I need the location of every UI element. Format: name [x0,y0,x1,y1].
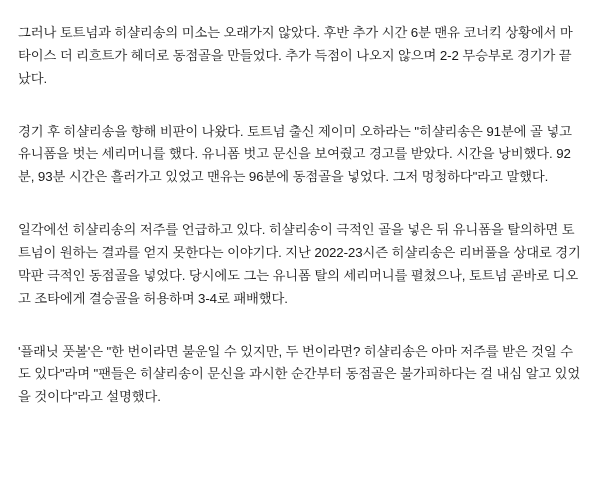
article-paragraph: 일각에선 히샬리송의 저주를 언급하고 있다. 히샬리송이 극적인 골을 넣은 뒤 유니폼을 탈의하면 토트넘이 원하는 결과를 얻지 못한다는 이야기다. 지난 2022-23시즌 히샬리송은 리버풀을 상대로 경기 막판 극적인 동점골을 넣었다. 당시에도 그는 유니폼 탈의 세리머니를 펼쳤으나, 토트넘 곧바로 디오고 조타에게 결승골을 허용하며 3-4로 패배했다. [18,222,581,306]
article-paragraph: 경기 후 히샬리송을 향해 비판이 나왔다. 토트넘 출신 제이미 오하라는 "히샬리송은 91분에 골 넣고 유니폼을 벗는 세리머니를 했다. 유니폼 벗고 문신을 보여줬고 경고를 받았다. 시간을 낭비했다. 92분, 93분 시간은 흘러가고 있었고 맨유는 96분에 동점골을 넣었다. 그저 멍청하다"라고 말했다. [18,123,572,185]
article-paragraph: '플래닛 풋볼'은 "한 번이라면 불운일 수 있지만, 두 번이라면? 히샬리송은 아마 저주를 받은 것일 수도 있다"라며 "팬들은 히샬리송이 문신을 과시한 순간부터 동점골은 불가피하다는 걸 내심 알고 있었을 것이다"라고 설명했다. [18,343,581,405]
article-paragraph: 그러나 토트넘과 히샬리송의 미소는 오래가지 않았다. 후반 추가 시간 6분 맨유 코너킥 상황에서 마타이스 더 리흐트가 헤더로 동점골을 만들었다. 추가 득점이 나오지 않으며 2-2 무승부로 경기가 끝났다. [18,25,573,86]
